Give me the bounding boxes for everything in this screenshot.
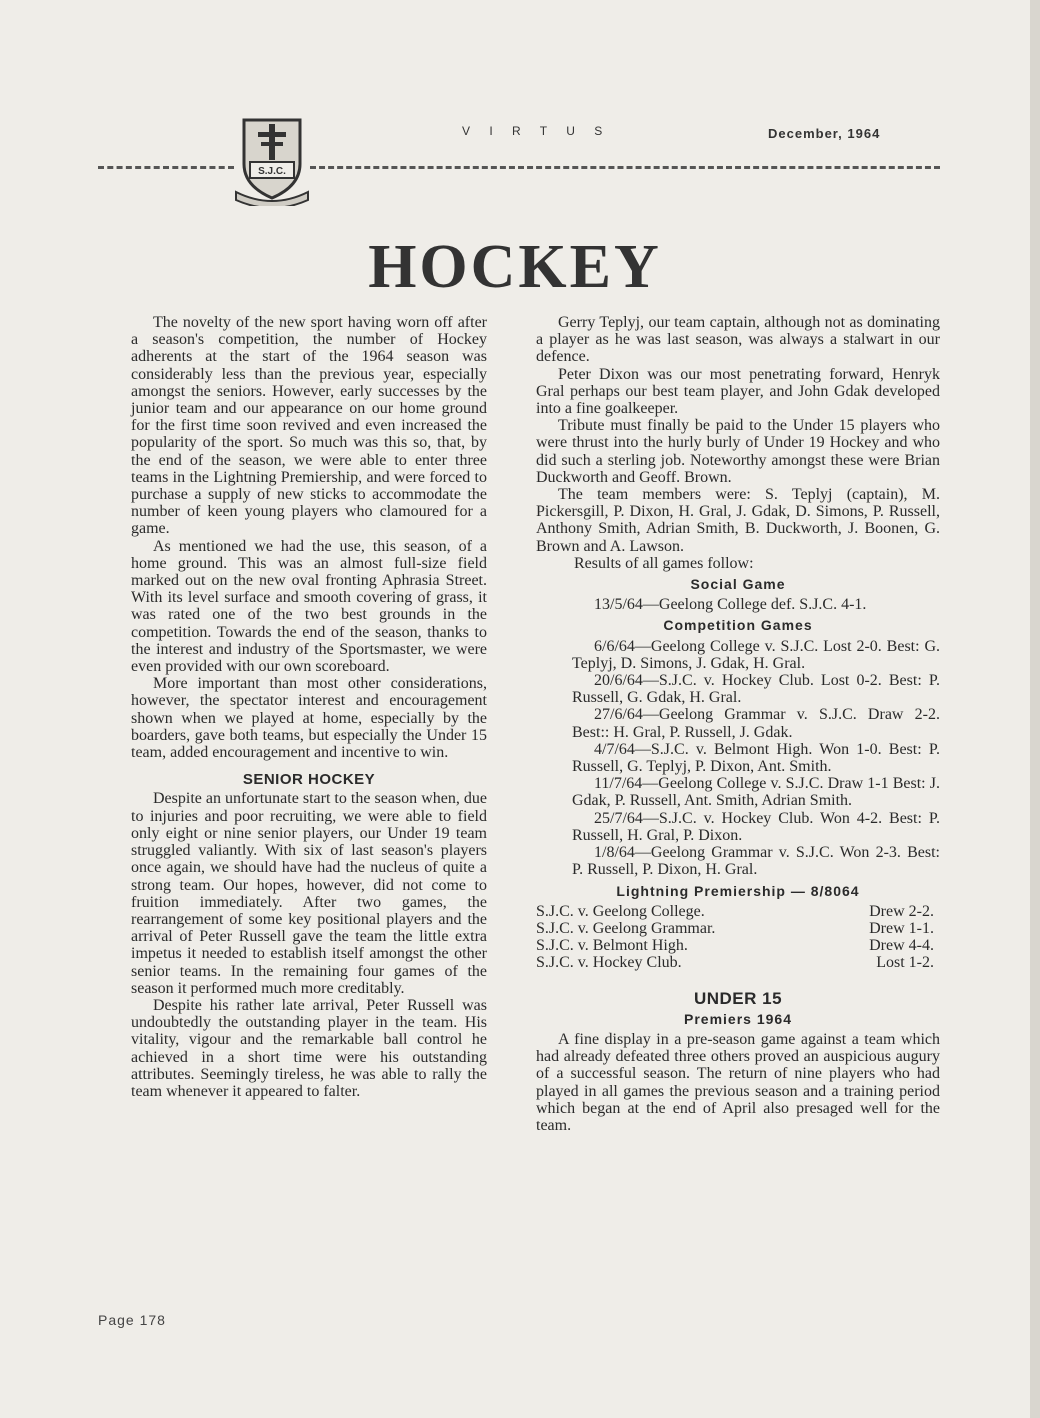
- results-intro: Results of all games follow:: [574, 554, 754, 572]
- issue-date: December, 1964: [768, 126, 881, 141]
- section-heading-senior: SENIOR HOCKEY: [242, 771, 376, 789]
- header-rule-right: [310, 166, 940, 169]
- lightning-match: S.J.C. v. Geelong Grammar.: [536, 919, 716, 937]
- paragraph: The novelty of the new sport having worn off after a season's competition, the number of Hockey adherents at the start of the 1964 season was considerably less than the previous year, especially amongst the seniors. However, early successes by the junior team and our appearance on our home ground for the first time soon revived and even increased the popularity of the sport. So much was this so, that, by the end of the season, we were able to enter three teams in the Lightning Premiership, and were forced to purchase a supply of new sticks to accommodate the number of keen young players who clamoured for a game.: [131, 314, 487, 538]
- right-column: [536, 314, 940, 1134]
- lightning-match: S.J.C. v. Hockey Club.: [536, 954, 682, 972]
- result-line: 13/5/64—Geelong College def. S.J.C. 4-1.: [594, 596, 867, 614]
- school-crest-icon: [232, 112, 312, 206]
- paragraph: More important than most other considerations, however, the spectator interest and encouragement shown when we played at home, especially by the boarders, gave both teams, but especially the Under 15 team, added encouragement and incentive to win.: [131, 675, 487, 762]
- crest-text: S.J.C.: [258, 166, 286, 177]
- paragraph: Despite his rather late arrival, Peter Russell was undoubtedly the outstanding player in the team. His vitality, vigour and the remarkable ball control he achieved in a short time were his outstanding attributes. Seemingly tireless, he was able to rally the team whenever it appeared to falter.: [131, 996, 487, 1100]
- paragraph: Gerry Teplyj, our team captain, although not as dominating a player as he was last season, was always a stalwart in our defence.: [536, 314, 940, 366]
- result-line: 4/7/64—S.J.C. v. Belmont High. Won 1-0. Best: P. Russell, G. Teplyj, P. Dixon, Ant. Smith.: [572, 740, 940, 776]
- paragraph: The team members were: S. Teplyj (captain), M. Pickersgill, P. Dixon, H. Gral, J. Gdak, D. Simons, P. Russell, Anthony Smith, Adrian Smith, B. Duckworth, J. Boonen, G. Brown and A. Lawson.: [536, 486, 940, 555]
- paragraph: Tribute must finally be paid to the Under 15 players who were thrust into the hurly burly of Under 19 Hockey and who did such a sterling job. Noteworthy amongst these were Brian Duckworth and Geoff. Brown.: [536, 417, 940, 486]
- header-rule-left: [98, 166, 234, 169]
- lightning-result-row: [536, 903, 940, 920]
- competition-games-heading: Competition Games: [663, 617, 813, 634]
- lightning-result-row: [536, 920, 940, 937]
- result-line: 6/6/64—Geelong College v. S.J.C. Lost 2-0. Best: G. Teplyj, D. Simons, J. Gdak, H. Gral.: [572, 637, 940, 672]
- lightning-match: S.J.C. v. Geelong College.: [536, 902, 705, 920]
- result-line: 1/8/64—Geelong Grammar v. S.J.C. Won 2-3. Best: P. Russell, P. Dixon, H. Gral.: [572, 844, 940, 879]
- lightning-premiership-heading: Lightning Premiership — 8/8064: [616, 882, 860, 899]
- lightning-score: Drew 4-4.: [869, 937, 934, 955]
- result-line: 25/7/64—S.J.C. v. Hockey Club. Won 4-2. Best: P. Russell, H. Gral, P. Dixon.: [572, 809, 940, 844]
- result-line: 11/7/64—Geelong College v. S.J.C. Draw 1-1 Best: J. Gdak, P. Russell, Ant. Smith, Adrian Smith.: [572, 775, 940, 810]
- page-edge: [1030, 0, 1040, 1418]
- paragraph: A fine display in a pre-season game against a team which had already defeated three others proved an auspicious augury of a successful season. The return of nine players who had played in all games the previous season and a training period which began at the end of April also presaged well for the team.: [536, 1030, 940, 1134]
- under15-subheading: Premiers 1964: [684, 1010, 792, 1027]
- article-title: HOCKEY: [368, 233, 662, 301]
- result-line: 27/6/64—Geelong Grammar v. S.J.C. Draw 2-2. Best:: H. Gral, P. Russell, J. Gdak.: [572, 706, 940, 741]
- lightning-result-row: [536, 937, 940, 954]
- left-column: [131, 314, 487, 1100]
- lightning-result-row: [536, 954, 940, 971]
- lightning-score: Drew 1-1.: [869, 919, 934, 937]
- result-line: 20/6/64—S.J.C. v. Hockey Club. Lost 0-2. Best: P. Russell, G. Gdak, H. Gral.: [572, 672, 940, 707]
- section-heading-under15: UNDER 15: [693, 988, 783, 1008]
- lightning-match: S.J.C. v. Belmont High.: [536, 937, 688, 955]
- paragraph: Despite an unfortunate start to the season when, due to injuries and poor recruiting, we were able to field only eight or nine senior players, our Under 19 team struggled valiantly. With six of last season's players once again, we should have had the nucleus of quite a strong team. Our hopes, however, did not come to fruition immediately. After two games, the rearrangement of some key positional players and the arrival of Peter Russell gave the team the little extra impetus it needed to establish itself amongst the other senior teams. In the remaining four games of the season it performed much more creditably.: [131, 790, 487, 997]
- social-game-heading: Social Game: [690, 576, 786, 593]
- paragraph: Peter Dixon was our most penetrating forward, Henryk Gral perhaps our best team player, and John Gdak developed into a fine goalkeeper.: [536, 365, 940, 418]
- page-number: Page 178: [98, 1312, 166, 1328]
- lightning-score: Lost 1-2.: [876, 954, 934, 972]
- paragraph: As mentioned we had the use, this season, of a home ground. This was an almost full-size field marked out on the new oval fronting Aphrasia Street. With its level surface and smooth covering of grass, it was rated one of the two best grounds in the competition. Towards the end of the season, thanks to the interest and industry of the Sportsmaster, we were even provided with our own scoreboard.: [131, 537, 487, 676]
- lightning-score: Drew 2-2.: [869, 902, 934, 920]
- magazine-title: V I R T U S: [462, 124, 611, 138]
